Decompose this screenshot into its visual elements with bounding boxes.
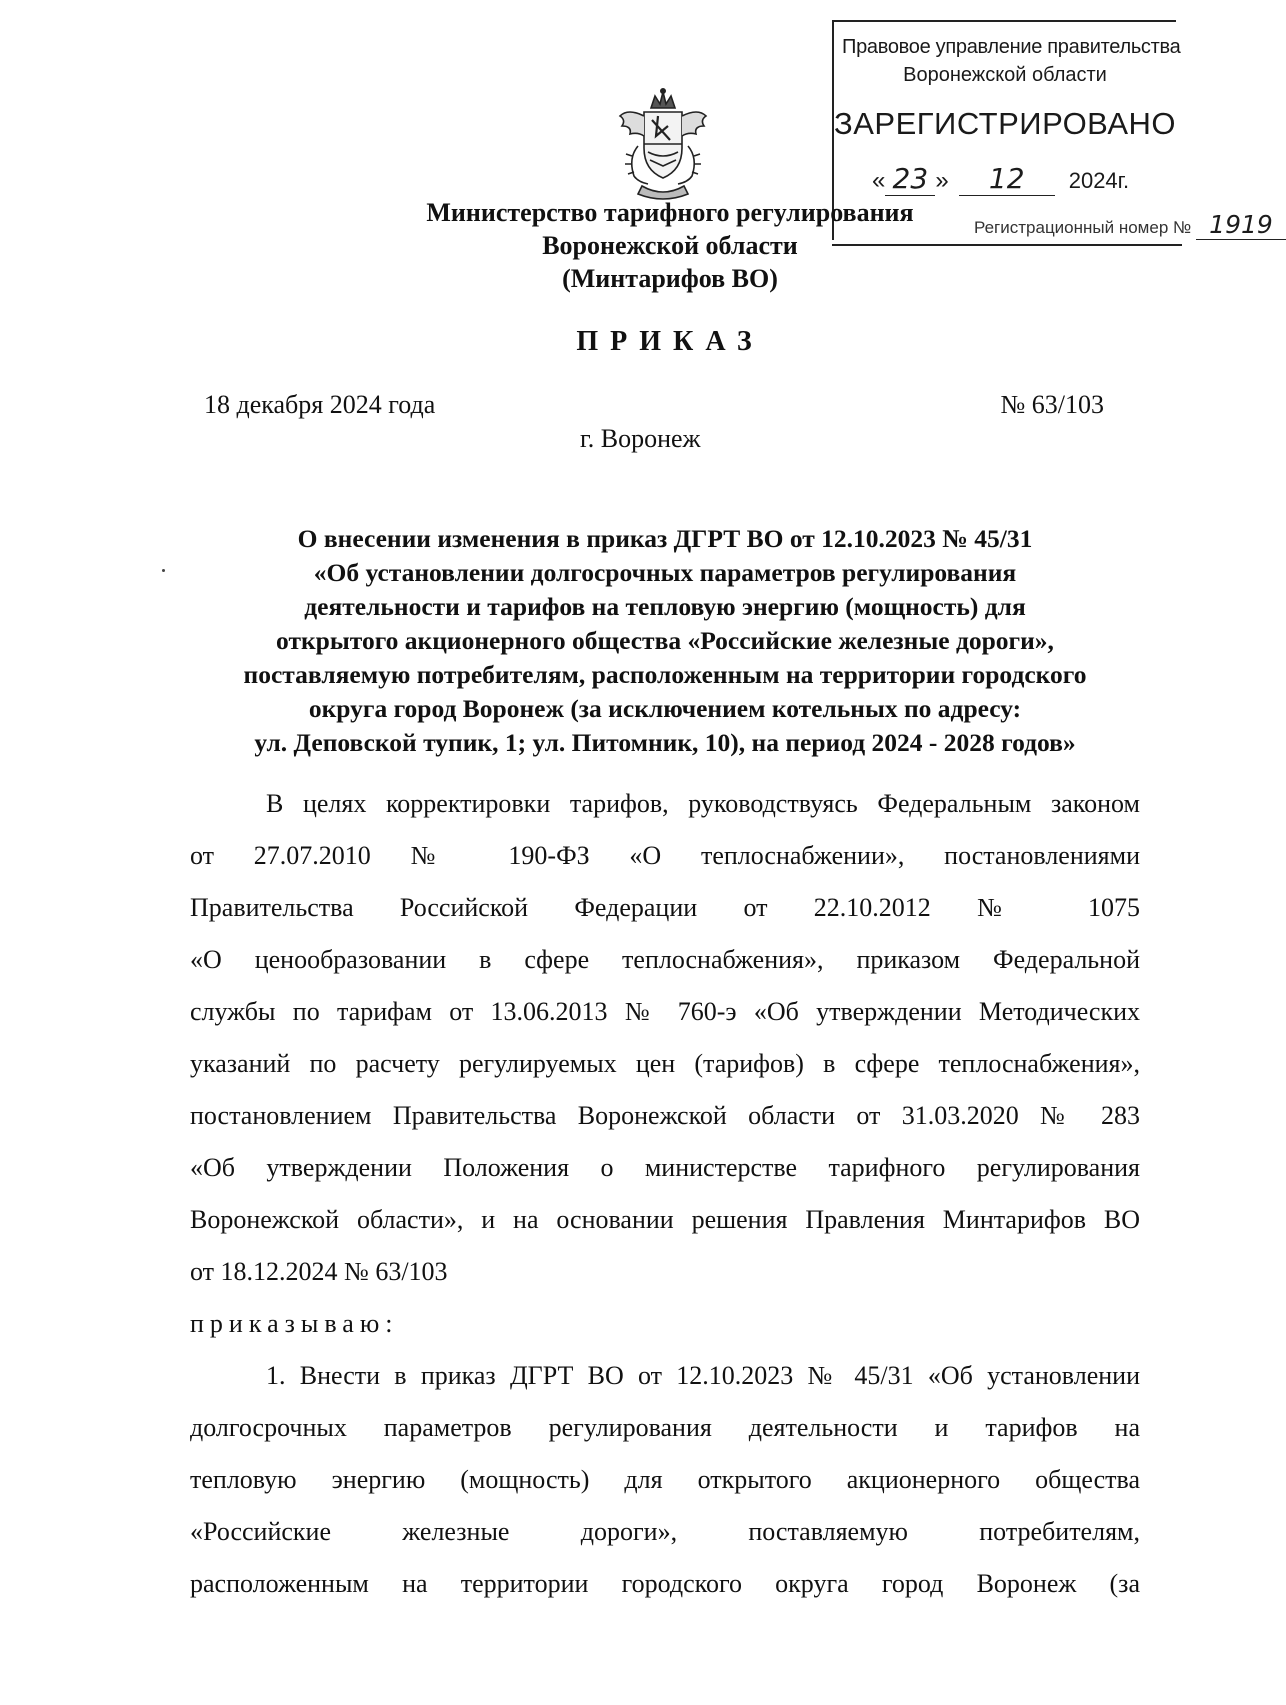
stamp-number-label: Регистрационный номер № xyxy=(974,218,1192,237)
order-subject xyxy=(190,522,1140,760)
subject-line: поставляемую потребителям, расположенным на территории городского xyxy=(243,660,1087,689)
subject-line: ул. Деповской тупик, 1; ул. Питомник, 10), на период 2024 - 2028 годов» xyxy=(254,728,1076,757)
document-type-title: ПРИКАЗ xyxy=(576,326,764,357)
org-name-line1: Министерство тарифного регулирования xyxy=(426,198,914,227)
coat-of-arms-icon xyxy=(608,86,718,202)
item-1-line: «Российские железные дороги», поставляемую потребителям, xyxy=(190,1517,1140,1546)
subject-line: деятельности и тарифов на тепловую энергию (мощность) для xyxy=(304,592,1026,621)
subject-line: округа город Воронеж (за исключением котельных по адресу: xyxy=(308,694,1022,723)
subject-line: «Об установлении долгосрочных параметров регулирования xyxy=(313,558,1017,587)
stamp-authority-line1: Правовое управление правительства xyxy=(842,36,1181,58)
scan-speck xyxy=(162,569,165,572)
org-name-short: (Минтарифов ВО) xyxy=(562,264,778,293)
item-1-paragraph xyxy=(190,1350,1140,1610)
order-word: приказываю: xyxy=(190,1309,399,1338)
item-1-line: 1. Внести в приказ ДГРТ ВО от 12.10.2023 № 45/31 «Об установлении xyxy=(266,1361,1140,1390)
preamble-line: «Об утверждении Положения о министерстве тарифного регулирования xyxy=(190,1153,1140,1182)
preamble-line: В целях корректировки тарифов, руководствуясь Федеральным законом xyxy=(266,789,1140,818)
item-1-line: расположенным на территории городского округа город Воронеж (за xyxy=(190,1569,1140,1598)
stamp-registered-label: ЗАРЕГИСТРИРОВАНО xyxy=(834,106,1177,141)
preamble-line: Воронежской области», и на основании решения Правления Минтарифов ВО xyxy=(190,1205,1140,1234)
preamble-line: от 18.12.2024 № 63/103 xyxy=(190,1257,448,1286)
stamp-authority-line2: Воронежской области xyxy=(903,64,1107,86)
preamble-line: Правительства Российской Федерации от 22.10.2012 № 1075 xyxy=(190,893,1140,922)
order-number: № 63/103 xyxy=(1000,390,1104,419)
preamble-paragraph xyxy=(190,778,1140,1350)
preamble-line: службы по тарифам от 13.06.2013 № 760-э «Об утверждении Методических xyxy=(190,997,1140,1026)
subject-line: О внесении изменения в приказ ДГРТ ВО от 12.10.2023 № 45/31 xyxy=(297,524,1033,553)
stamp-date-year: 2024г. xyxy=(1068,168,1130,193)
organization-header xyxy=(300,196,1040,295)
preamble-line: «О ценообразовании в сфере теплоснабжения», приказом Федеральной xyxy=(190,945,1140,974)
item-1-line: долгосрочных параметров регулирования деятельности и тарифов на xyxy=(190,1413,1140,1442)
order-city: г. Воронеж xyxy=(580,424,701,453)
org-name-line2: Воронежской области xyxy=(542,231,798,260)
subject-line: открытого акционерного общества «Российские железные дороги», xyxy=(276,626,1054,655)
stamp-number-value: 1919 xyxy=(1196,210,1286,240)
order-date: 18 декабря 2024 года xyxy=(204,390,436,419)
preamble-line: от 27.07.2010 № 190-ФЗ «О теплоснабжении», постановлениями xyxy=(190,841,1140,870)
preamble-line: постановлением Правительства Воронежской области от 31.03.2020 № 283 xyxy=(190,1101,1140,1130)
stamp-date-month: 12 xyxy=(988,162,1025,195)
preamble-line: указаний по расчету регулируемых цен (тарифов) в сфере теплоснабжения», xyxy=(190,1049,1140,1078)
item-1-line: тепловую энергию (мощность) для открытого акционерного общества xyxy=(190,1465,1140,1494)
stamp-date: « 23 » 12 2024г. xyxy=(872,162,1130,195)
stamp-date-day: 23 xyxy=(892,162,929,195)
